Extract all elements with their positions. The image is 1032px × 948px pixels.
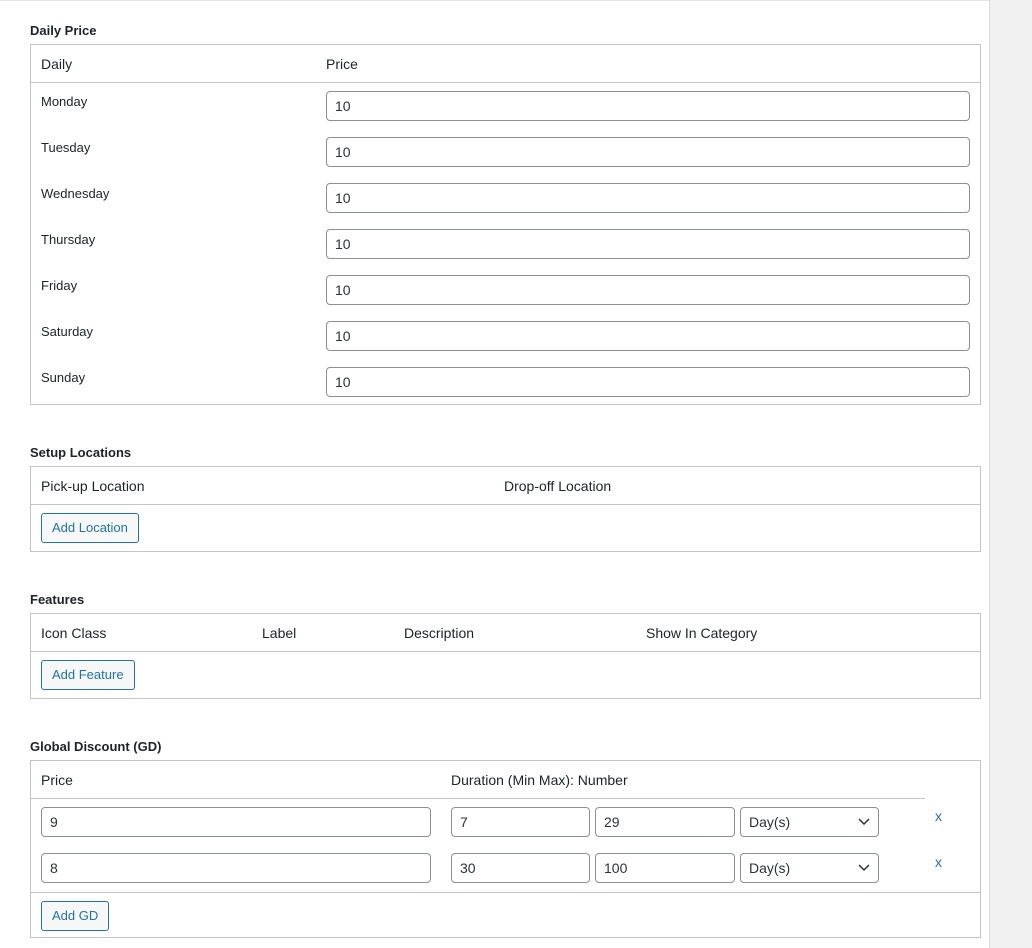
locations-title: Setup Locations <box>30 445 132 460</box>
locations-table <box>30 466 981 552</box>
day-label: Tuesday <box>41 140 91 155</box>
price-input-friday[interactable] <box>326 275 970 305</box>
gd-footer <box>31 892 980 940</box>
add-location-button[interactable]: Add Location <box>41 513 139 543</box>
global-discount-table <box>30 760 981 938</box>
gd-price-input[interactable] <box>41 853 431 883</box>
day-label: Saturday <box>41 324 94 339</box>
table-row <box>31 129 980 175</box>
daily-price-header <box>31 45 980 83</box>
table-row <box>31 83 980 129</box>
day-label: Sunday <box>41 370 86 385</box>
table-row <box>31 175 980 221</box>
table-row <box>31 313 980 359</box>
col-gd-price: Price <box>41 772 73 788</box>
gd-max-input[interactable] <box>595 853 735 883</box>
price-input-saturday[interactable] <box>326 321 970 351</box>
col-price: Price <box>326 56 358 72</box>
price-input-sunday[interactable] <box>326 367 970 397</box>
col-pickup: Pick-up Location <box>41 478 145 494</box>
features-title: Features <box>30 592 85 607</box>
gd-unit-value: Day(s) <box>749 814 791 830</box>
features-table <box>30 613 981 699</box>
price-input-wednesday[interactable] <box>326 183 970 213</box>
remove-gd-button[interactable]: x <box>935 854 942 870</box>
col-show-in-category: Show In Category <box>646 625 758 641</box>
col-daily: Daily <box>41 56 73 72</box>
col-description: Description <box>404 625 475 641</box>
price-input-tuesday[interactable] <box>326 137 970 167</box>
add-gd-button[interactable]: Add GD <box>41 901 109 931</box>
remove-gd-button[interactable]: x <box>935 808 942 824</box>
col-icon-class: Icon Class <box>41 625 107 641</box>
add-feature-button[interactable]: Add Feature <box>41 660 135 690</box>
gd-price-input[interactable] <box>41 807 431 837</box>
daily-price-title: Daily Price <box>30 23 97 38</box>
gd-min-input[interactable] <box>451 853 590 883</box>
global-discount-title: Global Discount (GD) <box>30 739 162 754</box>
global-discount-header <box>31 761 925 799</box>
gd-unit-value: Day(s) <box>749 860 791 876</box>
table-row <box>31 221 980 267</box>
day-label: Friday <box>41 278 78 293</box>
day-label: Monday <box>41 94 88 109</box>
gd-min-input[interactable] <box>451 807 590 837</box>
features-header <box>31 614 980 652</box>
col-label: Label <box>262 625 297 641</box>
daily-price-rows <box>31 83 980 405</box>
table-row <box>31 359 980 405</box>
chevron-down-icon <box>858 864 870 872</box>
gd-unit-select[interactable] <box>740 853 879 883</box>
table-row <box>31 799 980 845</box>
locations-header <box>31 467 980 505</box>
col-gd-duration: Duration (Min Max): Number <box>451 772 628 788</box>
day-label: Thursday <box>41 232 96 247</box>
gd-max-input[interactable] <box>595 807 735 837</box>
col-dropoff: Drop-off Location <box>504 478 612 494</box>
price-input-monday[interactable] <box>326 91 970 121</box>
table-row <box>31 845 980 891</box>
day-label: Wednesday <box>41 186 110 201</box>
chevron-down-icon <box>858 818 870 826</box>
price-input-thursday[interactable] <box>326 229 970 259</box>
daily-price-table <box>30 44 981 405</box>
table-row <box>31 267 980 313</box>
gd-unit-select[interactable] <box>740 807 879 837</box>
